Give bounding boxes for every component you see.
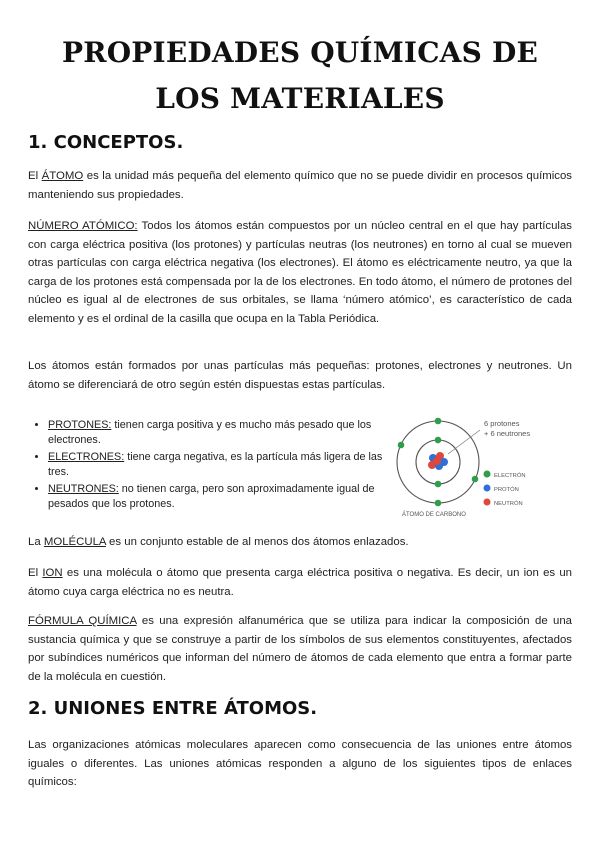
- legend-neutron-label: NEUTRÓN: [494, 501, 523, 507]
- text: tiene carga negativa, es la partícula más ligera de las tres.: [48, 451, 383, 478]
- paragraph-uniones: Las organizaciones atómicas moleculares aparecen como consecuencia de las uniones entre átomos iguales o diferentes. Las uniones atómicas responden a alguno de los siguientes tipos de enlaces químicos:: [28, 739, 572, 788]
- title-line-2: LOS MATERIALES: [155, 82, 445, 115]
- section-heading-uniones: 2. UNIONES ENTRE ÁTOMOS.: [28, 698, 318, 719]
- term-atomo: ÁTOMO: [41, 170, 84, 182]
- text: es una molécula o átomo que presenta carga eléctrica positiva o negativa. Es decir, un ion es un átomo cuya carga eléctrica no es neutra.: [28, 567, 573, 598]
- term-neutrones: NEUTRONES:: [48, 483, 119, 495]
- text: La: [28, 536, 44, 548]
- electron-icon: [435, 437, 442, 444]
- term-formula-quimica: FÓRMULA QUÍMICA: [28, 615, 137, 627]
- text: es una expresión alfanumérica que se utiliza para indicar la composición de una sustancia química y que se construye a partir de los símbolos de sus elementos constituyentes, afectados por subíndices numéricos que informan del número de átomos de cada elemento que entra a formar parte de la molécula en cuestión.: [28, 615, 573, 683]
- text: es un conjunto estable de al menos dos átomos enlazados.: [105, 536, 409, 548]
- legend-neutron-icon: [484, 499, 491, 506]
- electron-icon: [435, 481, 442, 488]
- figure-caption: ÁTOMO DE CARBONO: [402, 512, 466, 518]
- paragraph-ion: [28, 564, 572, 601]
- paragraph-formula-quimica: [28, 612, 572, 686]
- legend-proton-icon: [484, 485, 491, 492]
- term-molecula: MOLÉCULA: [43, 536, 106, 548]
- list-item: [48, 418, 388, 448]
- list-item: [48, 450, 388, 480]
- electron-icon: [435, 500, 442, 507]
- carbon-atom-figure: [388, 412, 578, 520]
- neutron-icon: [433, 457, 441, 465]
- title-line-1: PROPIEDADES QUÍMICAS DE: [61, 36, 538, 69]
- list-item: [48, 482, 388, 512]
- text: no tienen carga, pero son aproximadamente igual de pesados que los protones.: [48, 483, 375, 510]
- electron-icon: [398, 442, 405, 449]
- term-protones: PROTONES:: [48, 419, 112, 431]
- paragraph-particulas: Los átomos están formados por unas partículas más pequeñas: protones, electrones y neutrones. Un átomo se diferenciará de otro según estén dispuestas estas partículas.: [28, 360, 572, 391]
- term-electrones: ELECTRONES:: [48, 451, 125, 463]
- text: Todos los átomos están compuestos por un núcleo central en el que hay partículas con carga eléctrica positiva (los protones) y partículas neutras (los neutrones) en torno al cual se mueven otras partículas con carga eléctrica negativa (los electrones). El átomo es eléctricamente neutro, ya que la carga de los protones está compensada por la de los electrones. En todo átomo, el número de protones del núcleo es igual al de electrones de sus orbitales, se llama ‘número atómico’, es característico de cada elemento y es el ordinal de la casilla que ocupa en la Tabla Periódica.: [28, 220, 572, 325]
- paragraph-atomo: [28, 167, 572, 204]
- text: es la unidad más pequeña del elemento químico que no se puede dividir en procesos químicos manteniendo sus propiedades.: [28, 170, 573, 201]
- term-numero-atomico: NÚMERO ATÓMICO:: [28, 220, 138, 232]
- legend-proton-label: PROTÓN: [494, 487, 519, 493]
- section-heading-conceptos: 1. CONCEPTOS.: [28, 132, 184, 153]
- term-ion: ION: [42, 567, 63, 579]
- note-pointer: [448, 430, 480, 454]
- legend-electron-icon: [484, 471, 491, 478]
- text: El: [28, 170, 42, 182]
- note-line-2: + 6 neutrones: [484, 429, 531, 438]
- nucleus: [428, 452, 448, 470]
- note-line-1: 6 protones: [484, 419, 520, 428]
- legend-electron-label: ELECTRÓN: [494, 473, 526, 479]
- particles-list: [30, 418, 388, 514]
- paragraph-molecula: [28, 533, 572, 552]
- carbon-atom-diagram: [388, 412, 578, 520]
- electron-icon: [472, 476, 479, 483]
- paragraph-numero-atomico: [28, 217, 572, 328]
- page-title: [30, 30, 570, 122]
- text: El: [28, 567, 43, 579]
- text: tienen carga positiva y es mucho más pesado que los electrones.: [48, 419, 372, 446]
- electron-icon: [435, 418, 442, 425]
